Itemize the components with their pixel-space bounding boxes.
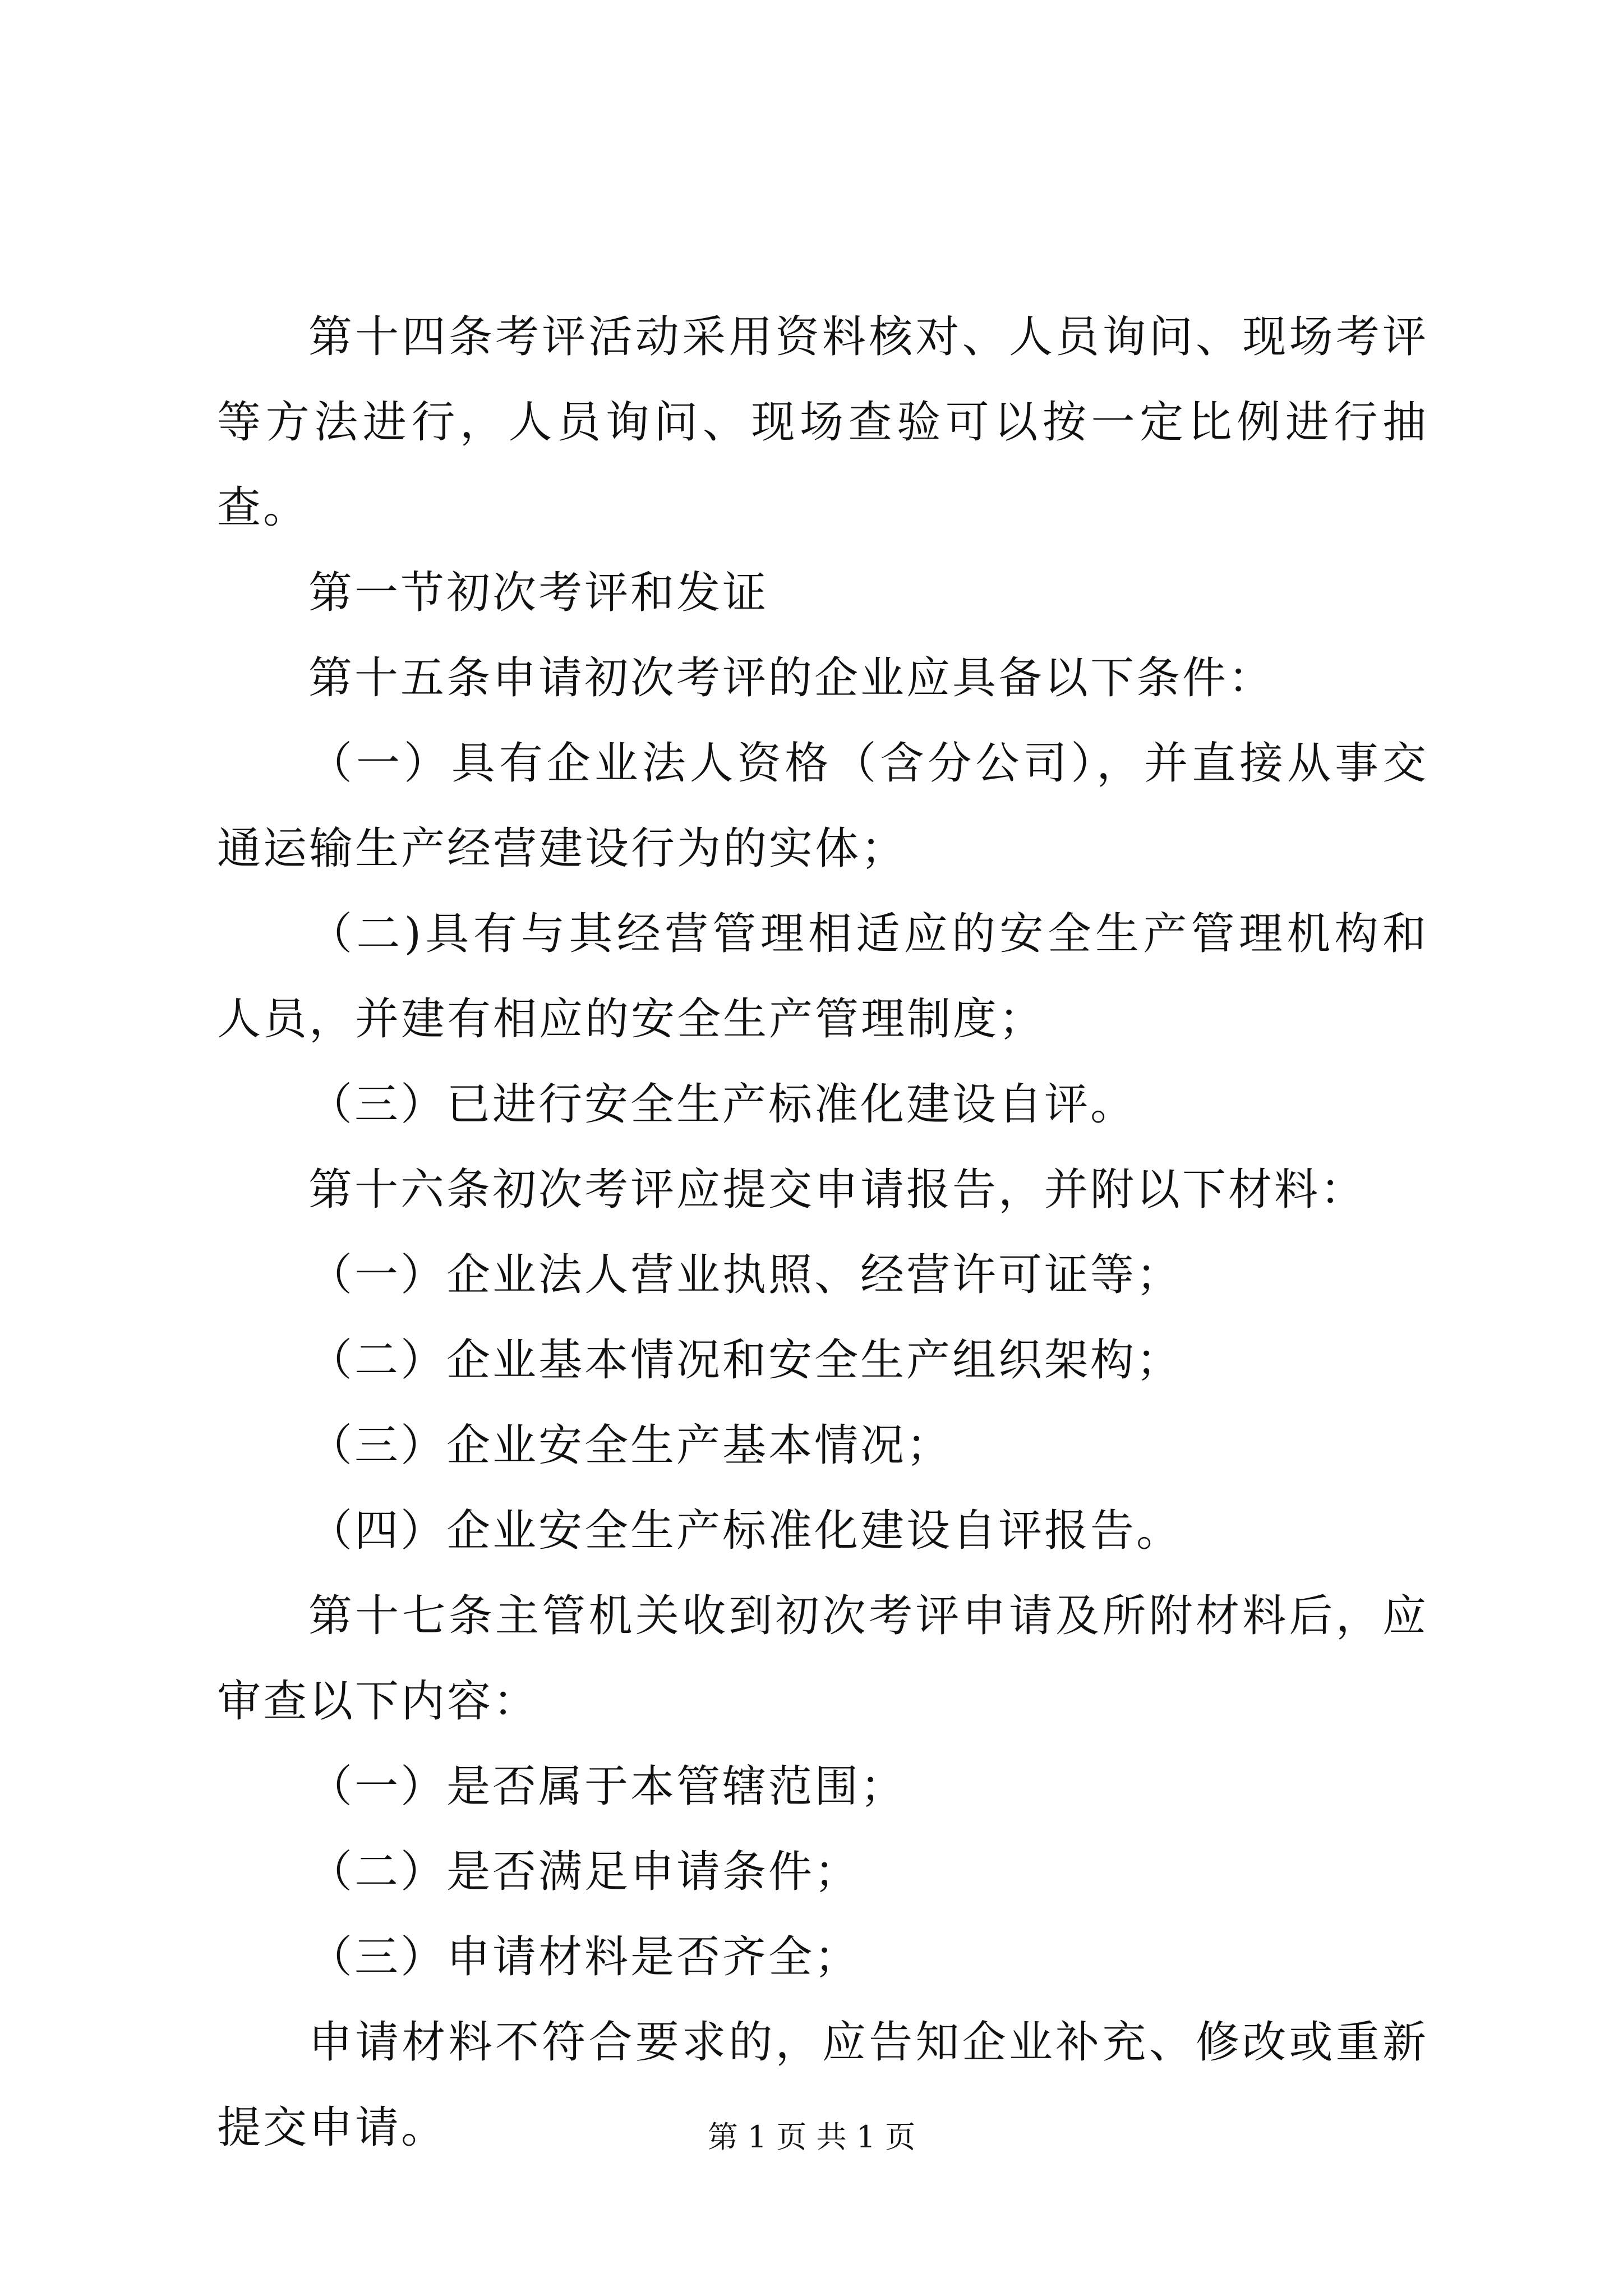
list-item: （一）是否属于本管辖范围； — [308, 1761, 907, 1812]
paragraph: 申请材料不符合要求的，应告知企业补充、修改或重新提交申请。 — [217, 2017, 1428, 2153]
list-item: （四）企业安全生产标准化建设自评报告。 — [308, 1506, 1183, 1556]
list-item: （一）企业法人营业执照、经营许可证等； — [308, 1250, 1183, 1300]
paragraph: 第十七条主管机关收到初次考评申请及所附材料后，应审查以下内容： — [217, 1591, 1428, 1727]
list-item: （二）企业基本情况和安全生产组织架构； — [308, 1335, 1183, 1386]
list-item: （一）具有企业法人资格（含分公司），并直接从事交通运输生产经营建设行为的实体； — [217, 738, 1428, 874]
list-item: （二)具有与其经营管理相适应的安全生产管理机构和人员，并建有相应的安全生产管理制度； — [217, 909, 1428, 1045]
list-item: （二）是否满足申请条件； — [308, 1847, 861, 1897]
page-footer: 第 1 页 共 1 页 — [707, 2119, 916, 2155]
paragraph: 第十五条申请初次考评的企业应具备以下条件： — [308, 653, 1275, 703]
list-item: （三）企业安全生产基本情况； — [308, 1420, 953, 1471]
paragraph: 第十六条初次考评应提交申请报告，并附以下材料： — [308, 1165, 1367, 1215]
list-item: （三）申请材料是否齐全； — [308, 1932, 861, 1982]
list-item: （三）已进行安全生产标准化建设自评。 — [308, 1079, 1137, 1130]
document-body — [217, 295, 1428, 2170]
paragraph: 第十四条考评活动采用资料核对、人员询问、现场考评等方法进行，人员询问、现场查验可以按一定比例进行抽查。 — [217, 312, 1428, 533]
section-heading: 第一节初次考评和发证 — [308, 568, 769, 618]
